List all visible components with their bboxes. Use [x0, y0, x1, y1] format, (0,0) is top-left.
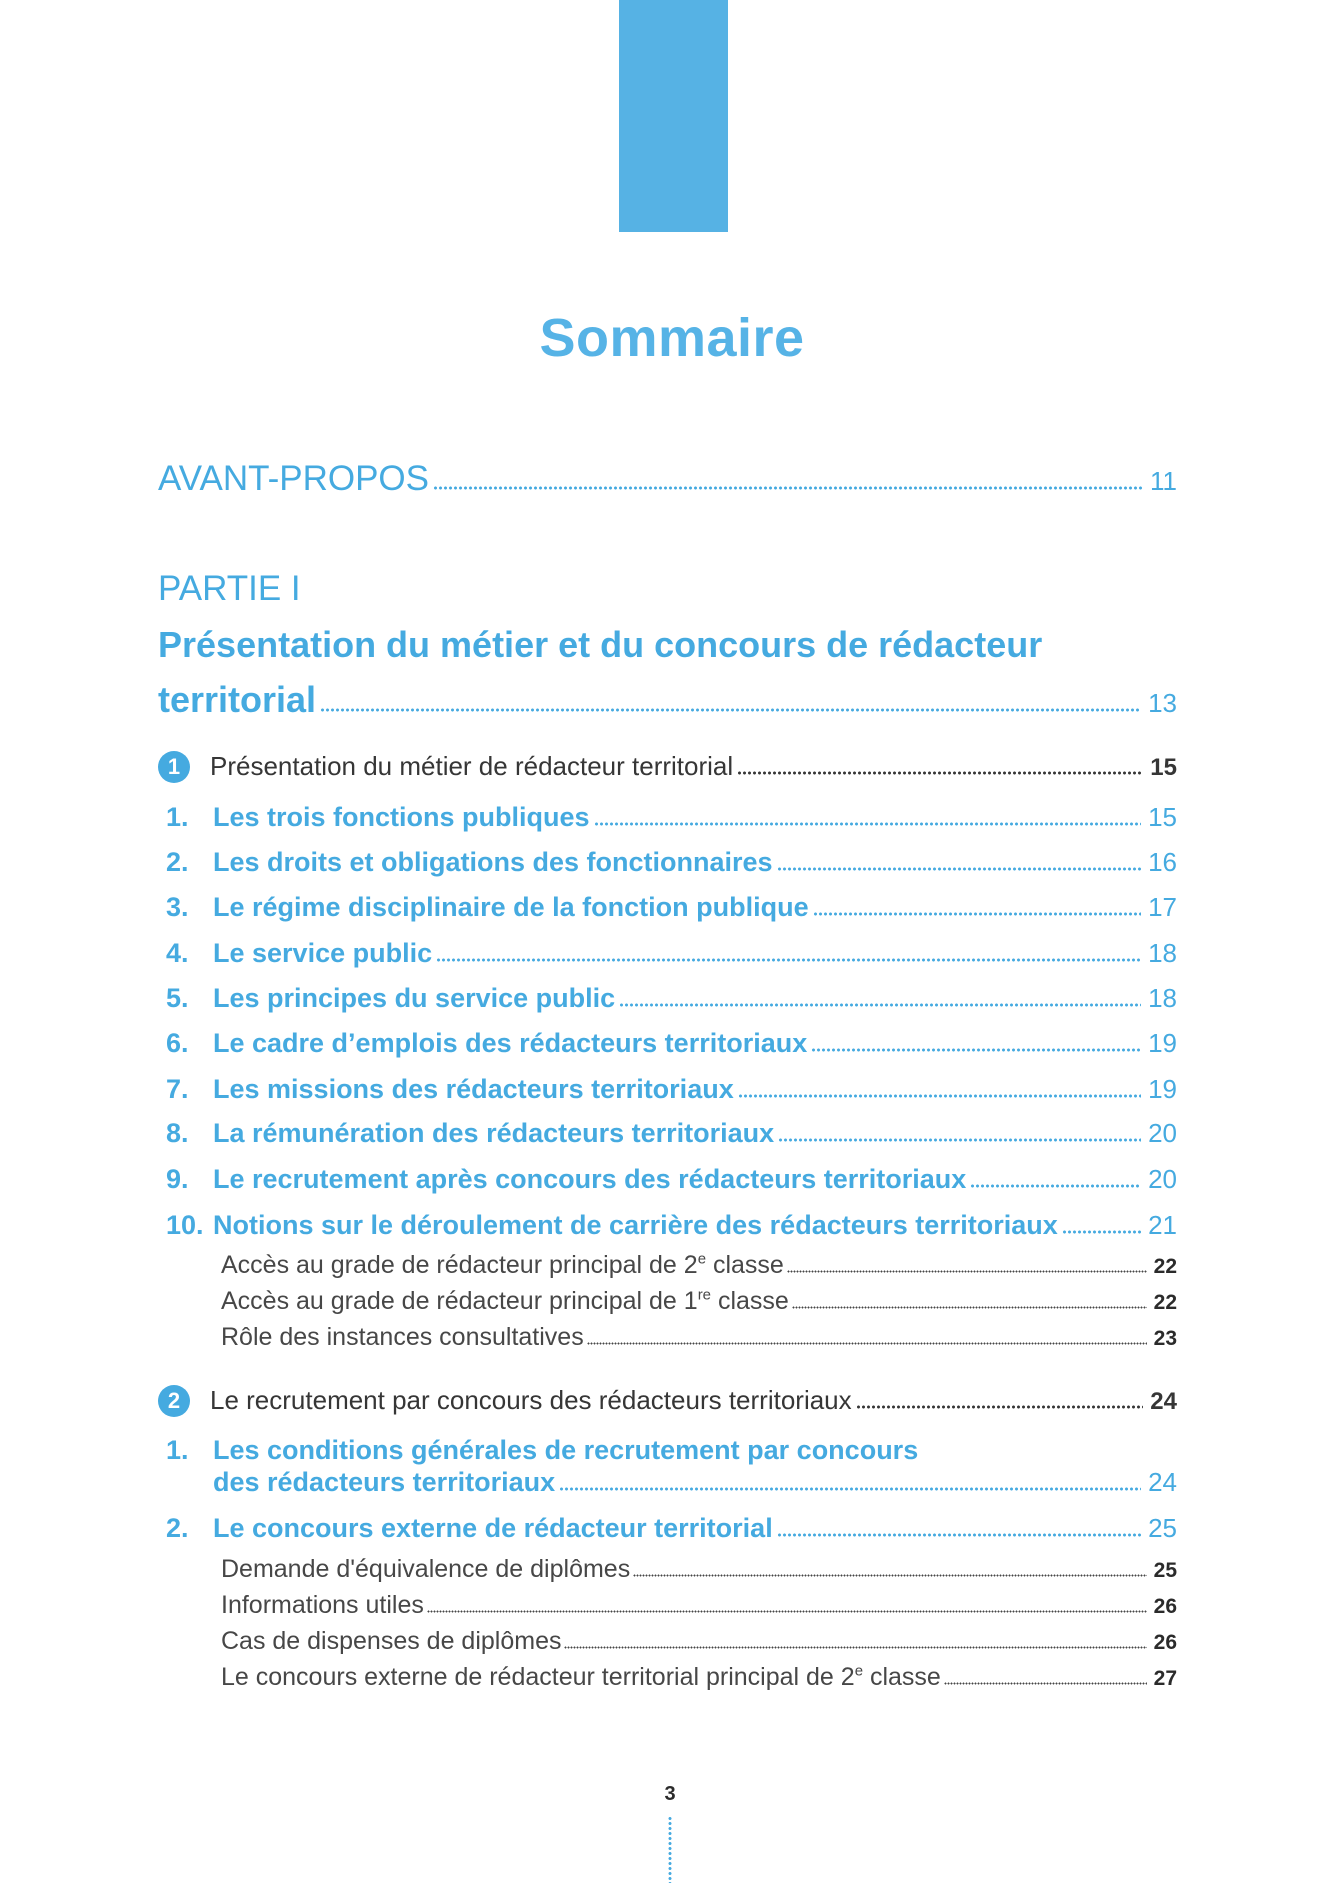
- toc-entry-part-title: [158, 678, 1177, 725]
- dot-leader: [619, 1003, 1141, 1007]
- page-ref: 22: [1153, 1291, 1177, 1314]
- section-number-badge: 2: [158, 1385, 190, 1417]
- subitem-text: Le concours externe de rédacteur territorial principal de 2: [221, 1663, 855, 1691]
- item-label: Le régime disciplinaire de la fonction publique: [213, 892, 809, 922]
- page-ref: 15: [1148, 802, 1177, 832]
- toc-subitem-s1-10-1: [158, 1250, 1177, 1282]
- item-number: 10.: [166, 1210, 204, 1240]
- dot-leader: [1062, 1230, 1141, 1234]
- subitem-label: [221, 1286, 789, 1316]
- item-label: Les droits et obligations des fonctionnaires: [213, 847, 773, 877]
- item-number: 2.: [166, 847, 189, 877]
- dot-leader: [427, 1610, 1147, 1613]
- item-label: Les trois fonctions publiques: [213, 802, 590, 832]
- dot-leader: [944, 1682, 1147, 1685]
- toc-item-s1-2: [158, 845, 1177, 879]
- subitem-label: [221, 1250, 784, 1280]
- toc-item-s1-3: [158, 890, 1177, 924]
- section-label: Présentation du métier de rédacteur territorial: [210, 751, 734, 781]
- item-number: 8.: [166, 1118, 189, 1148]
- dot-leader: [737, 771, 1143, 775]
- item-label-line-1: Les conditions générales de recrutement par concours: [213, 1435, 919, 1465]
- page-ref: 20: [1148, 1118, 1177, 1148]
- page-ref: 20: [1148, 1164, 1177, 1194]
- dot-leader: [856, 1405, 1144, 1409]
- toc-entry-avant-propos: [158, 458, 1177, 502]
- toc-item-s2-1-line-1: [158, 1433, 1177, 1467]
- part-label: PARTIE I: [158, 569, 301, 608]
- page-ref: 19: [1148, 1074, 1177, 1104]
- toc-item-s1-5: [158, 981, 1177, 1015]
- dot-leader: [433, 486, 1143, 490]
- page-ref: 18: [1148, 938, 1177, 968]
- toc-item-s1-7: [158, 1072, 1177, 1106]
- page-title: Sommaire: [539, 308, 805, 368]
- subitem-label: Informations utiles: [221, 1591, 424, 1619]
- page-ref: 22: [1153, 1255, 1177, 1278]
- toc-item-s1-1: [158, 800, 1177, 834]
- item-label-line-2: des rédacteurs territoriaux: [213, 1467, 556, 1497]
- toc-item-s1-9: [158, 1162, 1177, 1196]
- section-number-badge: 1: [158, 751, 190, 783]
- item-label: Le cadre d’emplois des rédacteurs territoriaux: [213, 1028, 808, 1058]
- item-label: Les principes du service public: [213, 983, 616, 1013]
- page-ref: 27: [1153, 1667, 1177, 1690]
- toc-subitem-s2-2-4: [158, 1662, 1177, 1694]
- page-ref: 13: [1148, 688, 1177, 718]
- section-heading-2: [158, 1384, 1177, 1418]
- item-label: Le service public: [213, 938, 433, 968]
- subitem-label: Rôle des instances consultatives: [221, 1323, 584, 1351]
- dot-leader: [564, 1646, 1146, 1649]
- dot-leader: [594, 822, 1142, 826]
- item-label: La rémunération des rédacteurs territoriaux: [213, 1118, 775, 1148]
- dot-leader: [811, 1048, 1141, 1052]
- dot-leader: [778, 1138, 1141, 1142]
- page-ref: 24: [1148, 1467, 1177, 1497]
- page-ref: 15: [1150, 754, 1177, 781]
- toc-subitem-s2-2-1: [158, 1554, 1177, 1586]
- part-title-line-2: territorial: [158, 679, 317, 720]
- subitem-text: Accès au grade de rédacteur principal de 1: [221, 1287, 698, 1315]
- subitem-text-after: classe: [711, 1287, 789, 1315]
- toc-item-s1-8: [158, 1116, 1177, 1150]
- page-ref: 25: [1148, 1513, 1177, 1543]
- item-number: 7.: [166, 1074, 189, 1104]
- page-ref: 17: [1148, 892, 1177, 922]
- page-number: 3: [664, 1783, 676, 1805]
- avant-propos-label: AVANT-PROPOS: [158, 459, 429, 498]
- toc-item-s2-1-line-2: [158, 1465, 1177, 1499]
- toc-item-s2-2: [158, 1511, 1177, 1545]
- subitem-text-after: classe: [706, 1251, 784, 1279]
- page-ref: 23: [1153, 1327, 1177, 1350]
- page-ref: 11: [1150, 466, 1177, 496]
- item-number: 1.: [166, 802, 189, 832]
- dot-leader: [559, 1487, 1141, 1491]
- item-number: 1.: [166, 1435, 189, 1465]
- dot-leader: [792, 1306, 1147, 1309]
- dot-leader: [813, 912, 1141, 916]
- page-ref: 21: [1148, 1210, 1177, 1240]
- ordinal-suffix: e: [697, 1250, 707, 1268]
- dot-leader: [587, 1342, 1147, 1345]
- dot-leader: [633, 1574, 1146, 1577]
- dot-leader: [970, 1184, 1141, 1188]
- toc-subitem-s2-2-3: [158, 1626, 1177, 1658]
- item-number: 3.: [166, 892, 189, 922]
- page-ref: 16: [1148, 847, 1177, 877]
- item-number: 4.: [166, 938, 189, 968]
- section-label: Le recrutement par concours des rédacteurs territoriaux: [210, 1385, 852, 1415]
- toc-item-s1-4: [158, 936, 1177, 970]
- dot-leader: [320, 708, 1141, 712]
- footer-dotted-line: [668, 1816, 672, 1883]
- subitem-label: Cas de dispenses de diplômes: [221, 1627, 562, 1655]
- item-number: 9.: [166, 1164, 189, 1194]
- item-label: Le recrutement après concours des rédacteurs territoriaux: [213, 1164, 967, 1194]
- toc-subitem-s1-10-2: [158, 1286, 1177, 1318]
- ordinal-suffix: re: [697, 1286, 712, 1304]
- dot-leader: [777, 867, 1142, 871]
- item-number: 5.: [166, 983, 189, 1013]
- item-number: 2.: [166, 1513, 189, 1543]
- page-ref: 18: [1148, 983, 1177, 1013]
- item-number: 6.: [166, 1028, 189, 1058]
- dot-leader: [738, 1094, 1141, 1098]
- page-ref: 25: [1153, 1559, 1177, 1582]
- subitem-label: [221, 1662, 941, 1692]
- toc-item-s1-10: [158, 1208, 1177, 1242]
- ordinal-suffix: e: [854, 1662, 864, 1680]
- page-ref: 24: [1150, 1388, 1177, 1415]
- section-heading-1: [158, 750, 1177, 784]
- subitem-text: Accès au grade de rédacteur principal de 2: [221, 1251, 698, 1279]
- dot-leader: [436, 958, 1141, 962]
- part-title-line-1: Présentation du métier et du concours de rédacteur: [158, 624, 1043, 665]
- toc-subitem-s2-2-2: [158, 1590, 1177, 1622]
- item-label: Notions sur le déroulement de carrière des rédacteurs territoriaux: [213, 1210, 1058, 1240]
- dot-leader: [777, 1533, 1141, 1537]
- page-ref: 26: [1153, 1631, 1177, 1654]
- toc-item-s1-6: [158, 1026, 1177, 1060]
- toc-subitem-s1-10-3: [158, 1322, 1177, 1354]
- top-color-tab: [619, 0, 728, 232]
- dot-leader: [787, 1270, 1147, 1273]
- subitem-text-after: classe: [863, 1663, 941, 1691]
- subitem-label: Demande d'équivalence de diplômes: [221, 1555, 631, 1583]
- page-ref: 19: [1148, 1028, 1177, 1058]
- page-ref: 26: [1153, 1595, 1177, 1618]
- item-label: Les missions des rédacteurs territoriaux: [213, 1074, 734, 1104]
- item-label: Le concours externe de rédacteur territorial: [213, 1513, 773, 1543]
